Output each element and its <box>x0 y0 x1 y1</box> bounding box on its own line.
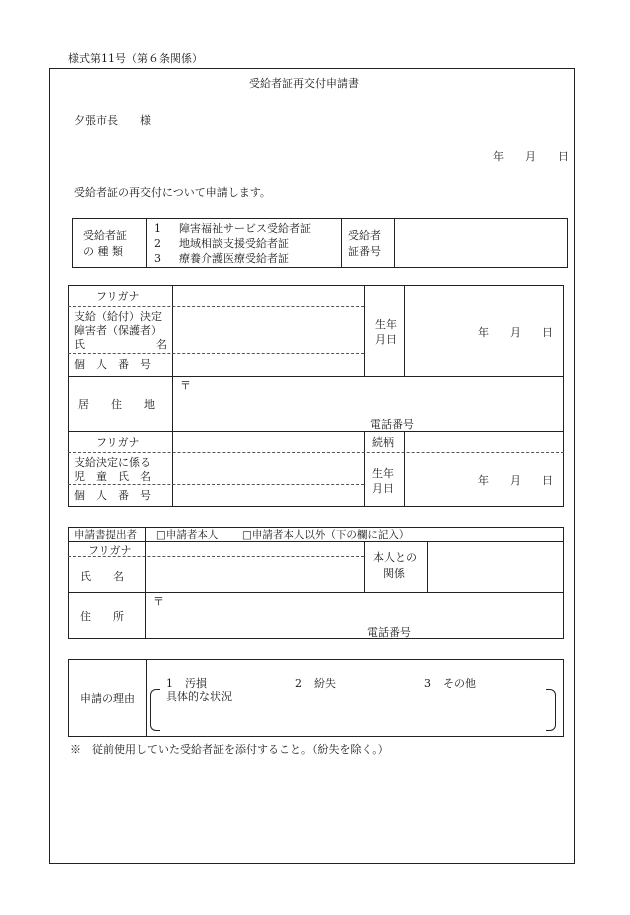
child-name-label-1: 支給決定に係る <box>74 456 151 469</box>
day-label: 日 <box>542 326 553 339</box>
postal-mark: 〒 <box>153 595 164 608</box>
cert-number-label-2: 証番号 <box>348 245 381 258</box>
applicant-name-field[interactable] <box>173 307 363 352</box>
applicant-birth-label-1: 生年 <box>375 318 397 331</box>
reason-option-label[interactable]: 紛失 <box>314 677 336 690</box>
cert-option-num: 1 <box>154 222 161 235</box>
month-label: 月 <box>510 474 521 487</box>
submitter-name-label: 氏 名 <box>80 570 124 583</box>
applicant-name-label-1: 支給（給付）決定 <box>74 310 162 323</box>
cert-option-label[interactable]: 療養介護医療受給者証 <box>179 252 289 265</box>
cert-option-num: 2 <box>154 237 161 250</box>
submitter-name-field[interactable] <box>146 557 363 591</box>
child-furigana-field[interactable] <box>173 432 363 451</box>
cert-option-label[interactable]: 障害福祉サービス受給者証 <box>179 222 311 235</box>
intro-text: 受給者証の再交付について申請します。 <box>74 186 271 199</box>
form-title: 受給者証再交付申請書 <box>249 77 359 90</box>
applicant-phone-label: 電話番号 <box>370 418 414 431</box>
submitter-address-label: 住 所 <box>80 610 124 623</box>
cert-number-field[interactable] <box>395 219 567 267</box>
child-birth-label-2: 月日 <box>372 482 394 495</box>
applicant-furigana-field[interactable] <box>173 286 363 305</box>
reason-option-num: 2 <box>295 677 302 690</box>
cert-option-num: 3 <box>154 252 161 265</box>
bracket-left <box>150 689 160 731</box>
submitter-furigana-field[interactable] <box>146 542 363 555</box>
reason-details-field[interactable] <box>162 704 544 730</box>
postal-mark: 〒 <box>180 379 191 392</box>
day-label: 日 <box>558 150 569 163</box>
cert-type-label-1: 受給者証 <box>83 229 127 242</box>
year-label: 年 <box>478 326 489 339</box>
child-individual-number-field[interactable] <box>173 485 363 506</box>
applicant-furigana-label: フリガナ <box>96 290 140 303</box>
child-name-field[interactable] <box>173 453 363 483</box>
addressee: 夕張市長 様 <box>74 114 151 127</box>
day-label: 日 <box>542 474 553 487</box>
applicant-name-label-3b: 名 <box>156 338 167 351</box>
month-label: 月 <box>525 150 536 163</box>
child-birth-label-1: 生年 <box>372 467 394 480</box>
applicant-address-field[interactable] <box>173 377 563 430</box>
child-furigana-label: フリガナ <box>96 436 140 449</box>
submitter-option-other[interactable]: □申請者本人以外（下の欄に記入） <box>242 529 410 541</box>
reason-option-label[interactable]: 汚損 <box>185 677 207 690</box>
reason-option-label[interactable]: その他 <box>443 677 476 690</box>
cert-option-label[interactable]: 地域相談支援受給者証 <box>179 237 289 250</box>
year-label: 年 <box>478 474 489 487</box>
submitter-relation-label-2: 関係 <box>383 567 405 580</box>
reason-label: 申請の理由 <box>80 692 135 705</box>
submitter-furigana-label: フリガナ <box>88 544 132 557</box>
submitter-relation-field[interactable] <box>428 542 563 591</box>
form-number: 様式第11号（第６条関係） <box>68 52 203 65</box>
submitter-option-self[interactable]: □申請者本人 <box>156 529 219 541</box>
bracket-right <box>546 689 556 731</box>
child-relationship-field[interactable] <box>405 432 563 451</box>
cert-number-label-1: 受給者 <box>348 229 381 242</box>
applicant-address-label: 居 住 地 <box>78 398 155 411</box>
applicant-name-label-2: 障害者（保護者） <box>74 324 162 337</box>
applicant-individual-number-label: 個 人 番 号 <box>74 358 151 371</box>
applicant-name-label-3a: 氏 <box>74 338 85 351</box>
child-name-label-2: 児 童 氏 名 <box>74 470 151 483</box>
applicant-birth-label-2: 月日 <box>375 333 397 346</box>
submitter-relation-label-1: 本人との <box>373 551 417 564</box>
reason-details-label: 具体的な状況 <box>166 690 232 703</box>
submitter-header: 申請書提出者 <box>74 529 137 541</box>
applicant-individual-number-field[interactable] <box>173 354 363 375</box>
submitter-address-field[interactable] <box>146 593 563 638</box>
child-relationship-label: 続柄 <box>372 436 394 449</box>
submitter-phone-label: 電話番号 <box>367 626 411 639</box>
month-label: 月 <box>510 326 521 339</box>
attachment-note: ※ 従前使用していた受給者証を添付すること。（紛失を除く。） <box>70 743 389 756</box>
reason-option-num: 1 <box>166 677 173 690</box>
reason-option-num: 3 <box>424 677 431 690</box>
cert-type-label-2: の 種 類 <box>83 245 123 258</box>
year-label: 年 <box>493 150 504 163</box>
child-individual-number-label: 個 人 番 号 <box>74 489 151 502</box>
